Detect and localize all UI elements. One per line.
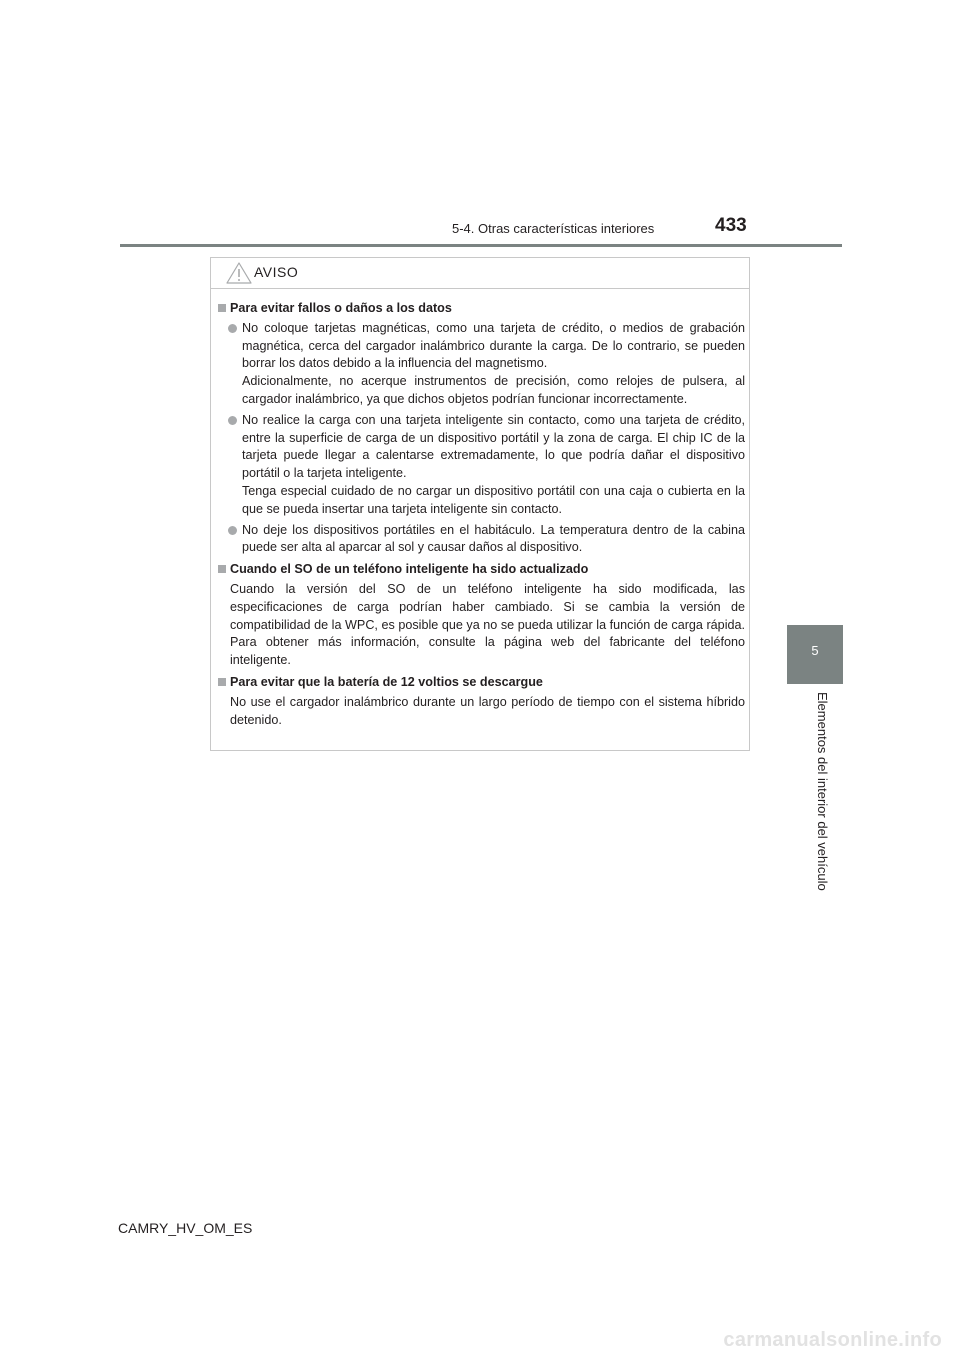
section-paragraph: No use el cargador inalámbrico durante un largo período de tiempo con el sistema híbrido detenido. — [230, 694, 745, 727]
section-paragraph: Cuando la versión del SO de un teléfono inteligente ha sido modificada, las especificaciones de carga podrían haber cambiado. Si se cambia la versión de compatibilidad de la WPC, es posible que ya no se pueda utilizar la función de carga rápida. Para obtener más información, consulte la página web del fabricante del teléfono inteligente. — [230, 581, 745, 668]
square-bullet-icon — [218, 304, 226, 312]
chapter-number: 5 — [811, 643, 819, 658]
warning-section — [218, 674, 745, 729]
bullet-item: No realice la carga con una tarjeta inteligente sin contacto, como una tarjeta de crédito, entre la superficie de carga de un dispositivo portátil y la zona de carga. El chip IC de la tarjeta puede llegar a calentarse extremadamente, lo que podría dañar el dispositivo portátil o la tarjeta inteligente. Tenga especial cuidado de no cargar un dispositivo portátil con una caja o cubierta en la que se pueda insertar una tarjeta inteligente sin contacto. — [218, 412, 745, 519]
square-bullet-icon — [218, 565, 226, 573]
document-code: CAMRY_HV_OM_ES — [118, 1220, 253, 1236]
circle-bullet-icon — [228, 416, 237, 425]
circle-bullet-icon — [228, 526, 237, 535]
warning-section — [218, 300, 745, 557]
section-heading: Para evitar que la batería de 12 voltios se descargue — [218, 674, 745, 692]
page-number: 433 — [715, 215, 747, 236]
square-bullet-icon — [218, 678, 226, 686]
watermark: carmanualsonline.info — [723, 1329, 942, 1351]
warning-section — [218, 561, 745, 670]
section-heading: Para evitar fallos o daños a los datos — [218, 300, 745, 318]
section-heading: Cuando el SO de un teléfono inteligente ha sido actualizado — [218, 561, 745, 579]
section-title: 5-4. Otras características interiores — [452, 221, 655, 236]
header-rule — [120, 244, 842, 247]
chapter-tab — [787, 625, 843, 684]
warning-box — [210, 257, 750, 751]
bullet-item: No coloque tarjetas magnéticas, como una tarjeta de crédito, o medios de grabación magnética, cerca del cargador inalámbrico durante la carga. De lo contrario, se pueden borrar los datos debido a la influencia del magnetismo. Adicionalmente, no acerque instrumentos de precisión, como relojes de pulsera, al cargador inalámbrico, ya que dichos objetos podrían funcionar incorrectamente. — [218, 320, 745, 409]
circle-bullet-icon — [228, 324, 237, 333]
warning-title: AVISO — [254, 264, 299, 280]
warning-triangle-icon — [226, 262, 252, 284]
warning-content — [218, 300, 745, 733]
warning-header — [211, 258, 749, 289]
chapter-title: Elementos del interior del vehículo — [815, 692, 830, 891]
bullet-item: No deje los dispositivos portátiles en el habitáculo. La temperatura dentro de la cabina puede ser alta al aparcar al sol y causar daños al dispositivo. — [218, 522, 745, 558]
